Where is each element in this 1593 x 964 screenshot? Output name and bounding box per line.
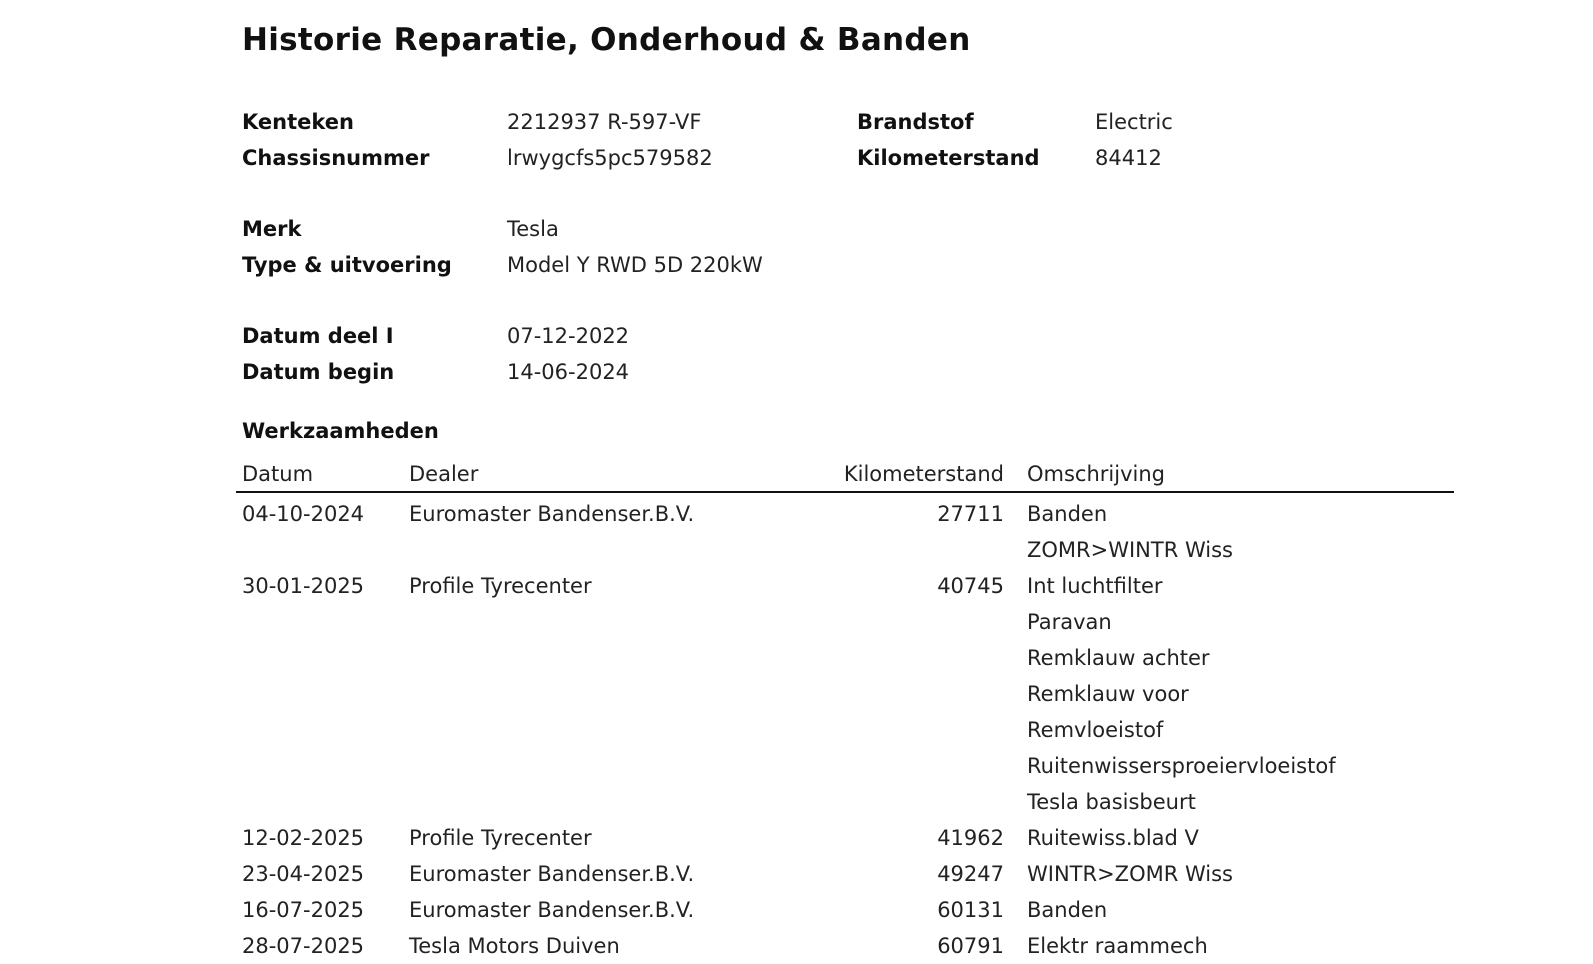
table-row bbox=[0, 820, 1593, 856]
kenteken-value: 2212937 R-597-VF bbox=[507, 110, 702, 134]
header-datum: Datum bbox=[242, 462, 314, 486]
table-row bbox=[0, 532, 1593, 568]
cell-dealer: Tesla Motors Duiven bbox=[409, 934, 620, 958]
type-label: Type & uitvoering bbox=[242, 253, 452, 277]
merk-label: Merk bbox=[242, 217, 302, 241]
cell-datum: 04-10-2024 bbox=[242, 502, 365, 526]
cell-dealer: Profile Tyrecenter bbox=[409, 574, 592, 598]
cell-kilometerstand: 41962 bbox=[937, 826, 1004, 850]
table-row bbox=[0, 784, 1593, 820]
cell-datum: 28-07-2025 bbox=[242, 934, 365, 958]
cell-kilometerstand: 60131 bbox=[937, 898, 1004, 922]
table-row bbox=[0, 892, 1593, 928]
merk-value: Tesla bbox=[507, 217, 559, 241]
cell-datum: 12-02-2025 bbox=[242, 826, 365, 850]
cell-omschrijving: Ruitenwissersproeiervloeistof bbox=[1027, 754, 1336, 778]
chassis-value: lrwygcfs5pc579582 bbox=[507, 146, 713, 170]
cell-omschrijving: Elektr raammech bbox=[1027, 934, 1208, 958]
header-divider bbox=[236, 491, 1454, 493]
kilometerstand-value: 84412 bbox=[1095, 146, 1162, 170]
table-row bbox=[0, 676, 1593, 712]
cell-kilometerstand: 49247 bbox=[937, 862, 1004, 886]
cell-omschrijving: WINTR>ZOMR Wiss bbox=[1027, 862, 1234, 886]
cell-omschrijving: ZOMR>WINTR Wiss bbox=[1027, 538, 1234, 562]
cell-dealer: Profile Tyrecenter bbox=[409, 826, 592, 850]
kilometerstand-label: Kilometerstand bbox=[857, 146, 1040, 170]
table-row bbox=[0, 928, 1593, 964]
cell-dealer: Euromaster Bandenser.B.V. bbox=[409, 898, 695, 922]
header-omschrijving: Omschrijving bbox=[1027, 462, 1165, 486]
cell-datum: 23-04-2025 bbox=[242, 862, 365, 886]
cell-omschrijving: Ruitewiss.blad V bbox=[1027, 826, 1199, 850]
kenteken-label: Kenteken bbox=[242, 110, 354, 134]
header-dealer: Dealer bbox=[409, 462, 479, 486]
cell-kilometerstand: 40745 bbox=[937, 574, 1004, 598]
datum-deel-label: Datum deel I bbox=[242, 324, 394, 348]
brandstof-value: Electric bbox=[1095, 110, 1173, 134]
brandstof-label: Brandstof bbox=[857, 110, 974, 134]
table-row bbox=[0, 496, 1593, 532]
chassis-label: Chassisnummer bbox=[242, 146, 430, 170]
type-value: Model Y RWD 5D 220kW bbox=[507, 253, 763, 277]
table-row bbox=[0, 712, 1593, 748]
datum-begin-label: Datum begin bbox=[242, 360, 395, 384]
werkzaamheden-title: Werkzaamheden bbox=[242, 419, 439, 443]
table-body bbox=[0, 496, 1593, 964]
cell-datum: 30-01-2025 bbox=[242, 574, 365, 598]
table-row bbox=[0, 856, 1593, 892]
cell-kilometerstand: 60791 bbox=[937, 934, 1004, 958]
table-row bbox=[0, 640, 1593, 676]
cell-omschrijving: Remvloeistof bbox=[1027, 718, 1164, 742]
cell-omschrijving: Banden bbox=[1027, 898, 1108, 922]
cell-dealer: Euromaster Bandenser.B.V. bbox=[409, 502, 695, 526]
cell-omschrijving: Remklauw voor bbox=[1027, 682, 1189, 706]
datum-deel-value: 07-12-2022 bbox=[507, 324, 630, 348]
datum-begin-value: 14-06-2024 bbox=[507, 360, 630, 384]
document-title: Historie Reparatie, Onderhoud & Banden bbox=[242, 22, 971, 58]
table-row bbox=[0, 748, 1593, 784]
cell-omschrijving: Tesla basisbeurt bbox=[1027, 790, 1196, 814]
cell-omschrijving: Remklauw achter bbox=[1027, 646, 1210, 670]
table-row bbox=[0, 568, 1593, 604]
cell-dealer: Euromaster Bandenser.B.V. bbox=[409, 862, 695, 886]
cell-omschrijving: Paravan bbox=[1027, 610, 1112, 634]
cell-omschrijving: Int luchtfilter bbox=[1027, 574, 1163, 598]
cell-datum: 16-07-2025 bbox=[242, 898, 365, 922]
cell-omschrijving: Banden bbox=[1027, 502, 1108, 526]
cell-kilometerstand: 27711 bbox=[937, 502, 1004, 526]
table-row bbox=[0, 604, 1593, 640]
header-kilometerstand: Kilometerstand bbox=[843, 462, 1004, 486]
